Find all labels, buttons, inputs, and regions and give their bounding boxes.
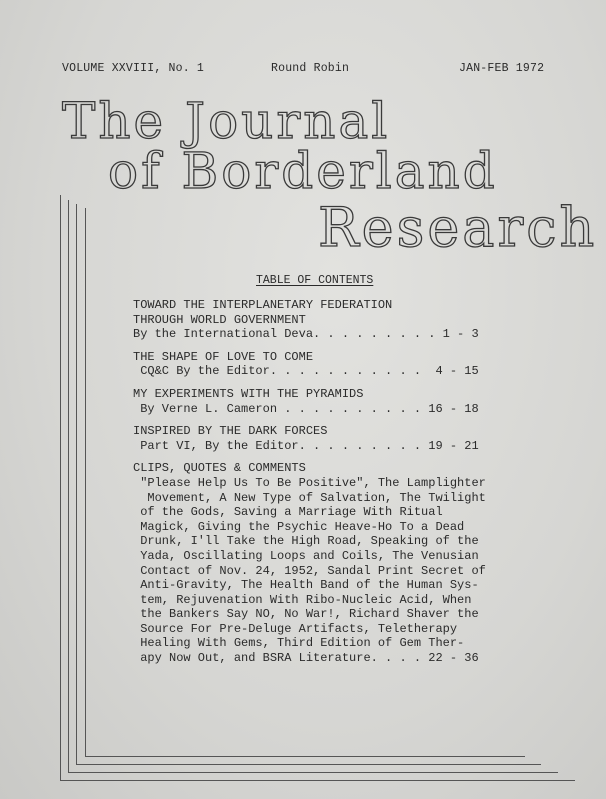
table-of-contents	[133, 298, 533, 674]
frame-line	[68, 200, 69, 772]
clips-line: Yada, Oscillating Loops and Coils, The Venusian	[133, 548, 479, 563]
issue-date: JAN-FEB 1972	[459, 62, 545, 75]
clips-line: tem, Rejuvenation With Ribo-Nucleic Acid, When	[133, 592, 472, 607]
frame-line	[85, 208, 86, 756]
toc-entry	[133, 387, 533, 416]
frame-line	[76, 764, 541, 765]
toc-entry	[133, 350, 533, 379]
title-line-2: of Borderland	[108, 142, 498, 200]
clips-line: apy Now Out, and BSRA Literature. . . . 22 - 36	[133, 651, 479, 666]
title-line-1: The Journal	[62, 92, 391, 150]
frame-line	[76, 204, 77, 764]
clips-line: of the Gods, Saving a Marriage With Ritual	[133, 505, 443, 520]
frame-line	[60, 195, 61, 780]
clips-line: the Bankers Say NO, No War!, Richard Shaver the	[133, 607, 479, 622]
toc-entry-line: TOWARD THE INTERPLANETARY FEDERATION	[133, 298, 393, 312]
clips-line: Anti-Gravity, The Health Band of the Human Sys-	[133, 578, 479, 593]
toc-entry-line: Part VI, By the Editor. . . . . . . . . 19 - 21	[133, 438, 479, 453]
toc-entry-line: THROUGH WORLD GOVERNMENT	[133, 312, 306, 327]
volume-label: VOLUME XXVIII, No. 1	[62, 62, 205, 75]
toc-entry-line: INSPIRED BY THE DARK FORCES	[133, 424, 328, 439]
clips-line: Contact of Nov. 24, 1952, Sandal Print Secret of	[133, 563, 486, 578]
frame-line	[60, 780, 575, 781]
frame-line	[68, 772, 558, 773]
frame-line	[85, 756, 525, 757]
toc-entry	[133, 298, 533, 342]
toc-entry-line: CQ&C By the Editor. . . . . . . . . . . 4 - 15	[133, 364, 479, 379]
clips-line: Magick, Giving the Psychic Heave-Ho To a Dead	[133, 519, 465, 534]
toc-entry-line: THE SHAPE OF LOVE TO COME	[133, 349, 314, 364]
clips-line: Source For Pre-Deluge Artifacts, Teletherapy	[133, 621, 458, 636]
toc-entry-line: MY EXPERIMENTS WITH THE PYRAMIDS	[133, 386, 364, 401]
section-label: Round Robin	[271, 62, 350, 75]
toc-heading: TABLE OF CONTENTS	[256, 274, 374, 287]
clips-line: Movement, A New Type of Salvation, The Twilight	[133, 490, 486, 505]
toc-entry-clips	[133, 461, 533, 665]
clips-title: CLIPS, QUOTES & COMMENTS	[133, 461, 306, 476]
toc-entry	[133, 424, 533, 453]
clips-line: Healing With Gems, Third Edition of Gem Ther-	[133, 636, 465, 651]
title-line-3: Research	[318, 196, 598, 259]
clips-line: Drunk, I'll Take the High Road, Speaking of the	[133, 534, 479, 549]
toc-entry-line: By Verne L. Cameron . . . . . . . . . . 16 - 18	[133, 401, 479, 416]
clips-line: "Please Help Us To Be Positive", The Lamplighter	[133, 475, 486, 490]
toc-entry-line: By the International Deva. . . . . . . . . 1 - 3	[133, 327, 479, 342]
